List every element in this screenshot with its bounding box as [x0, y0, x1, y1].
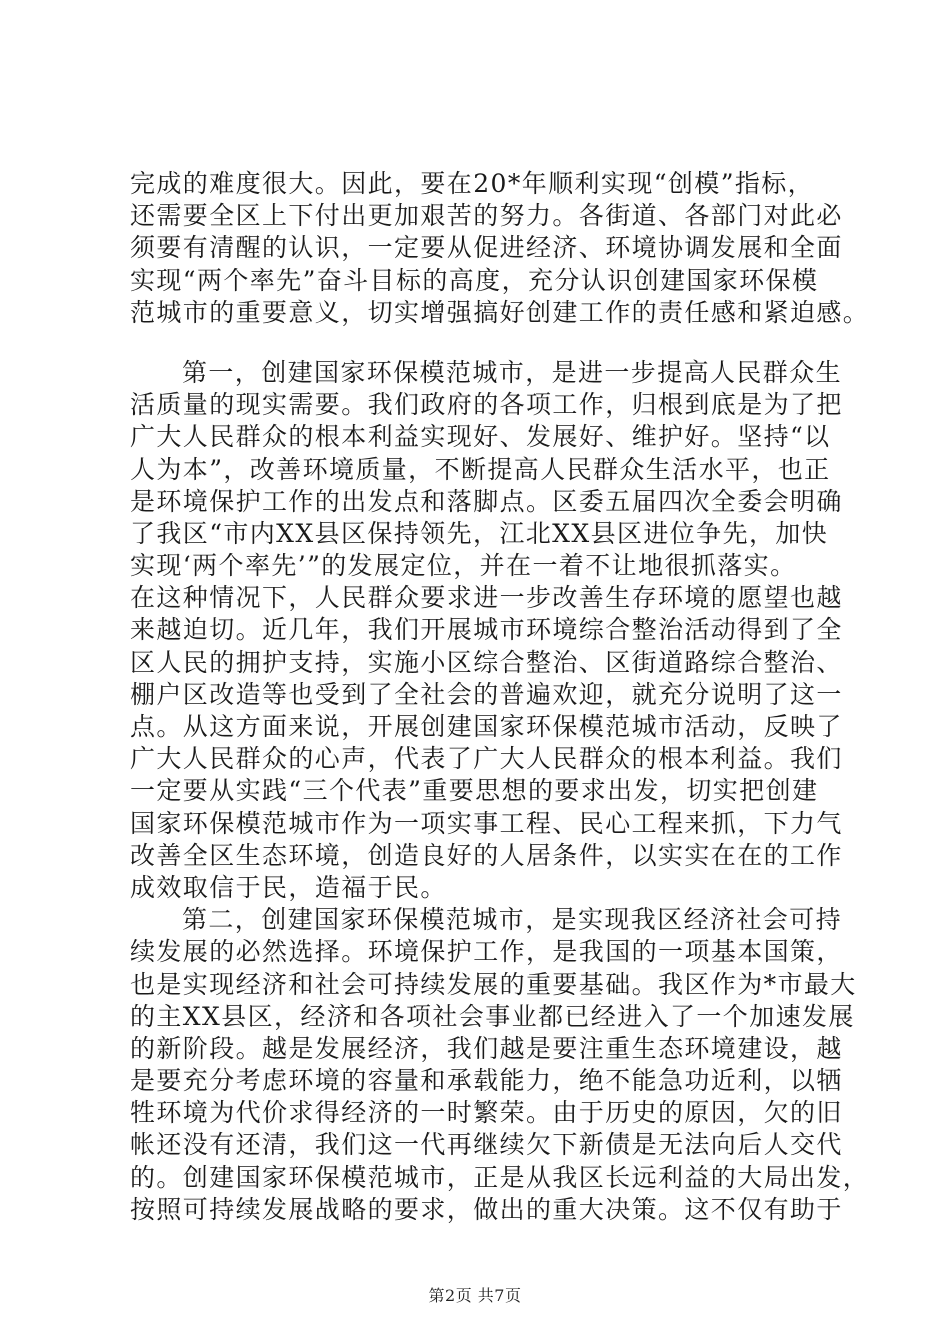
paragraph-first-point	[130, 357, 846, 904]
text-line: 帐还没有还清，我们这一代再继续欠下新债是无法向后人交代	[130, 1130, 843, 1160]
document-body	[130, 168, 870, 1226]
paragraph-spacer	[130, 329, 846, 357]
text-line: 的主XX县区，经济和各项社会事业都已经进入了一个加速发展	[130, 1001, 855, 1031]
text-line: 实现“两个率先”奋斗目标的高度，充分认识创建国家环保模	[130, 265, 819, 295]
text-line: 点。从这方面来说，开展创建国家环保模范城市活动，反映了	[130, 712, 843, 741]
paragraph-second-point	[130, 904, 870, 1226]
text-line: 在这种情况下，人民群众要求进一步改善生存环境的愿望也越	[130, 583, 843, 613]
text-line: 续发展的必然选择。环境保护工作，是我国的一项基本国策，	[130, 937, 843, 967]
text-line: 人为本”，改善环境质量，不断提高人民群众生活水平，也正	[130, 454, 831, 484]
text-line: 国家环保模范城市作为一项实事工程、民心工程来抓，下力气	[130, 808, 843, 838]
text-line: 第一，创建国家环保模范城市，是进一步提高人民群众生	[182, 357, 843, 387]
text-line: 完成的难度很大。因此，要在20*年顺利实现“创模”指标，	[130, 169, 815, 198]
text-line: 的。创建国家环保模范城市，正是从我区长远利益的大局出发，	[130, 1162, 870, 1192]
text-line: 了我区“市内XX县区保持领先，江北XX县区进位争先，加快	[130, 518, 829, 548]
paragraph-continuation	[130, 168, 870, 329]
text-line: 按照可持续发展战略的要求，做出的重大决策。这不仅有助于	[130, 1194, 843, 1224]
text-line: 活质量的现实需要。我们政府的各项工作，归根到底是为了把	[130, 390, 843, 420]
text-line: 一定要从实践“三个代表”重要思想的要求出发，切实把创建	[130, 776, 819, 806]
text-line: 广大人民群众的根本利益实现好、发展好、维护好。坚持“以	[130, 422, 831, 452]
page-number-footer: 第2页 共7页	[428, 1286, 522, 1305]
text-line: 广大人民群众的心声，代表了广大人民群众的根本利益。我们	[130, 744, 843, 774]
text-line: 第二，创建国家环保模范城市，是实现我区经济社会可持	[182, 905, 843, 935]
text-line: 牲环境为代价求得经济的一时繁荣。由于历史的原因，欠的旧	[130, 1098, 843, 1128]
text-line: 改善全区生态环境，创造良好的人居条件，以实实在在的工作	[130, 840, 843, 870]
text-line: 也是实现经济和社会可持续发展的重要基础。我区作为*市最大	[130, 969, 857, 999]
text-line: 区人民的拥护支持，实施小区综合整治、区街道路综合整治、	[130, 647, 843, 677]
text-line: 的新阶段。越是发展经济，我们越是要注重生态环境建设，越	[130, 1033, 843, 1063]
text-line: 是要充分考虑环境的容量和承载能力，绝不能急功近利，以牺	[130, 1066, 843, 1096]
text-line: 棚户区改造等也受到了全社会的普遍欢迎，就充分说明了这一	[130, 679, 843, 709]
text-line: 范城市的重要意义，切实增强搞好创建工作的责任感和紧迫感。	[130, 297, 870, 327]
text-line: 来越迫切。近几年，我们开展城市环境综合整治活动得到了全	[130, 615, 843, 645]
text-line: 是环境保护工作的出发点和落脚点。区委五届四次全委会明确	[130, 486, 843, 516]
text-line: 成效取信于民，造福于民。	[130, 872, 447, 902]
text-line: 实现‘两个率先’”的发展定位，并在一着不让地很抓落实。	[130, 551, 797, 581]
text-line: 还需要全区上下付出更加艰苦的努力。各街道、各部门对此必	[130, 201, 843, 231]
text-line: 须要有清醒的认识，一定要从促进经济、环境协调发展和全面	[130, 233, 843, 263]
